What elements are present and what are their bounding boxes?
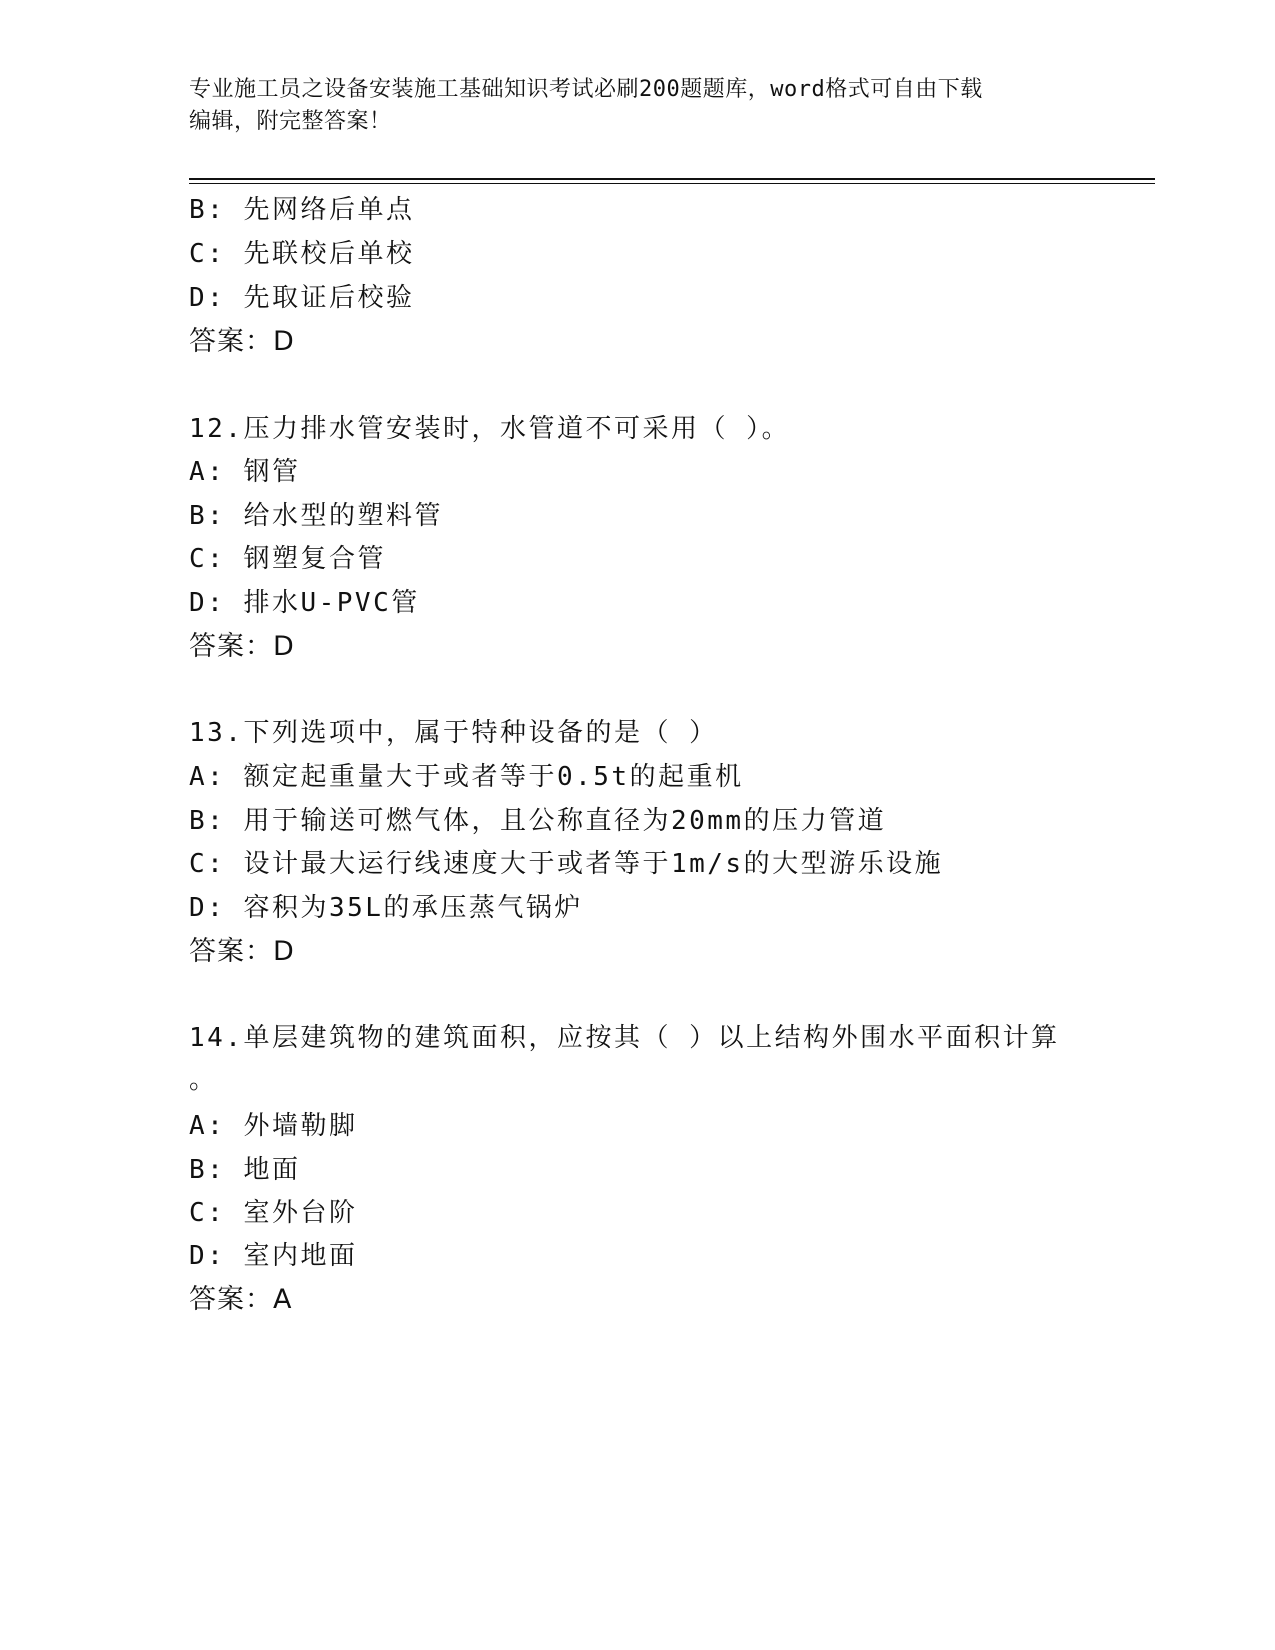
option-c: C: 室外台阶 bbox=[189, 1198, 358, 1228]
header-rule-thick bbox=[189, 178, 1155, 180]
answer-line: 答案：D bbox=[189, 936, 295, 967]
question-stem: 12.压力排水管安装时，水管道不可采用（ ）。 bbox=[189, 414, 791, 444]
option-d: D: 容积为35L的承压蒸气锅炉 bbox=[189, 893, 583, 923]
answer-line: 答案：D bbox=[189, 631, 295, 662]
option-a: A: 钢管 bbox=[189, 457, 301, 487]
option-b: B: 先网络后单点 bbox=[189, 195, 415, 225]
option-a: A: 额定起重量大于或者等于0.5t的起重机 bbox=[189, 762, 744, 792]
header-rule-thin bbox=[189, 183, 1155, 184]
document-header bbox=[189, 74, 1089, 138]
option-a: A: 外墙勒脚 bbox=[189, 1111, 358, 1141]
question-stem: 13.下列选项中，属于特种设备的是（ ） bbox=[189, 718, 718, 748]
option-d: D: 室内地面 bbox=[189, 1241, 358, 1271]
option-b: B: 给水型的塑料管 bbox=[189, 501, 443, 531]
question-stem-continuation: 。 bbox=[189, 1065, 218, 1095]
header-line-2: 编辑，附完整答案！ bbox=[189, 109, 392, 134]
option-c: C: 先联校后单校 bbox=[189, 239, 415, 269]
option-d: D: 先取证后校验 bbox=[189, 283, 415, 313]
option-d: D: 排水U-PVC管 bbox=[189, 588, 420, 618]
option-b: B: 用于输送可燃气体，且公称直径为20mm的压力管道 bbox=[189, 806, 887, 836]
option-c: C: 设计最大运行线速度大于或者等于1m/s的大型游乐设施 bbox=[189, 849, 944, 879]
answer-line: 答案：A bbox=[189, 1284, 293, 1315]
header-line-1: 专业施工员之设备安装施工基础知识考试必刷200题题库，word格式可自由下载 bbox=[189, 77, 983, 102]
option-c: C: 钢塑复合管 bbox=[189, 544, 386, 574]
question-stem: 14.单层建筑物的建筑面积，应按其（ ）以上结构外围水平面积计算 bbox=[189, 1023, 1060, 1053]
answer-line: 答案：D bbox=[189, 326, 295, 357]
option-b: B: 地面 bbox=[189, 1155, 301, 1185]
